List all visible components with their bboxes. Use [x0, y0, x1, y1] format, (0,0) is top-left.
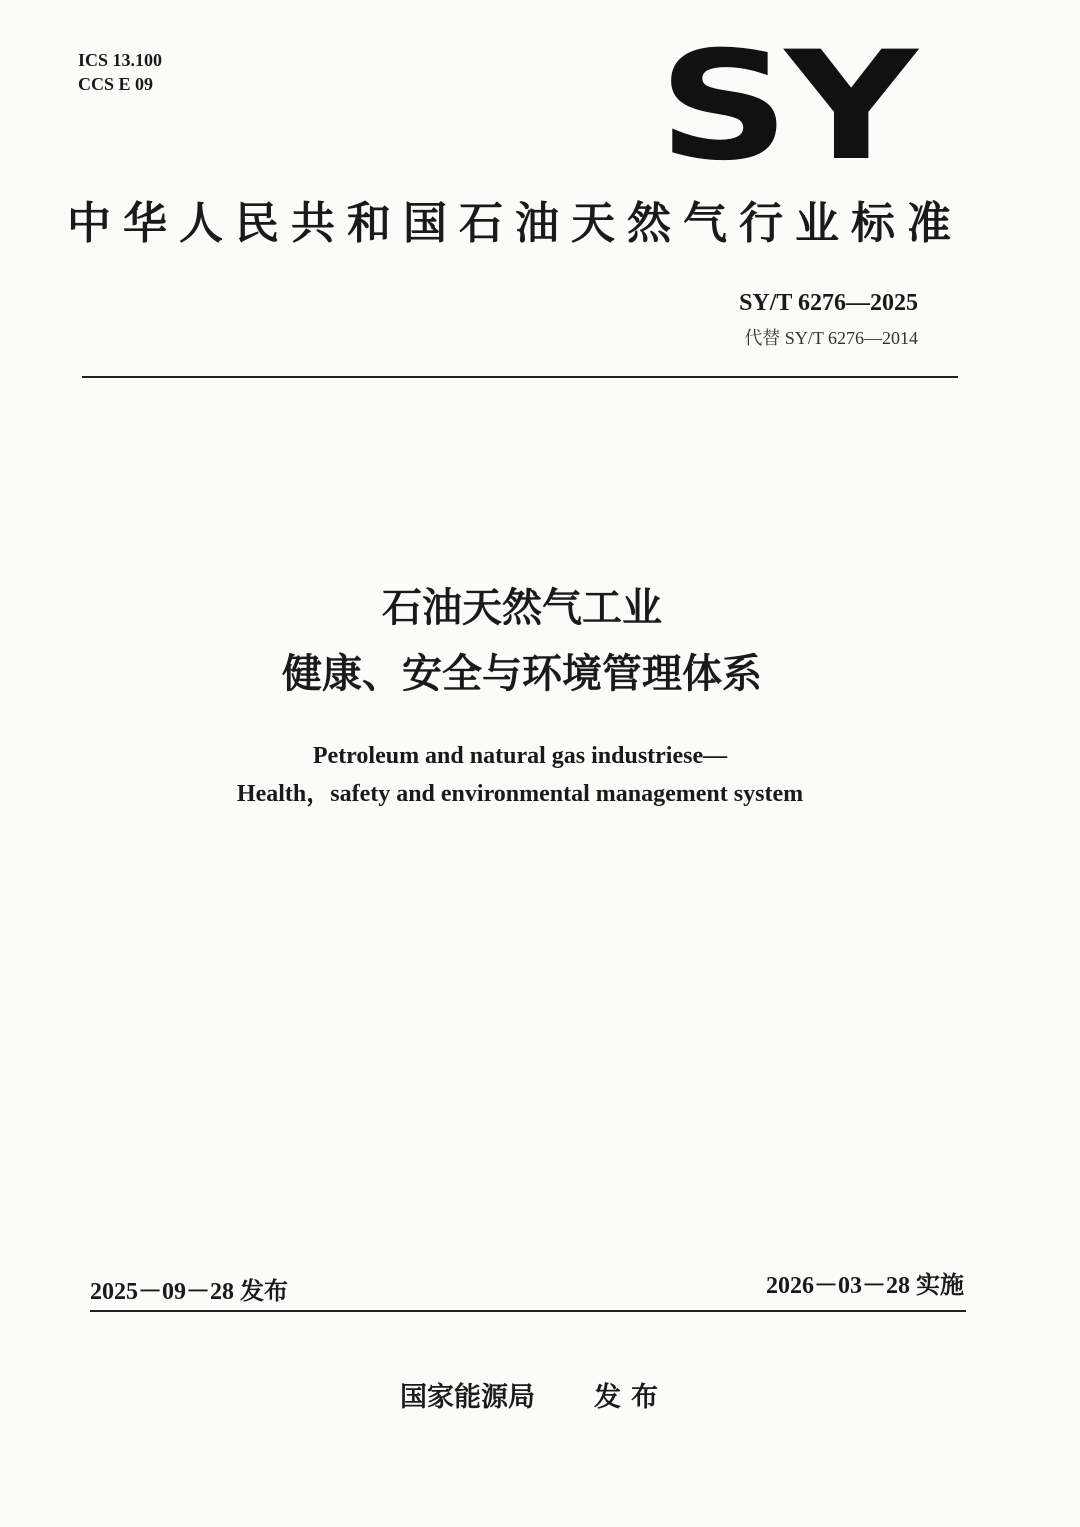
issuing-authority: 国家能源局	[400, 1382, 535, 1413]
english-title-line-1: Petroleum and natural gas industriese—	[312, 743, 728, 769]
replaces-standard: 代替 SY/T 6276—2014	[744, 328, 918, 348]
standard-number: SY/T 6276—2025	[739, 290, 918, 316]
english-title-line-2: Health，safety and environmental management system	[236, 781, 804, 807]
chinese-title-line-1: 石油天然气工业	[382, 585, 662, 631]
classification-codes	[78, 48, 162, 96]
standard-category-title: 中华人民共和国石油天然气行业标准	[67, 198, 963, 249]
sy-logo: SY	[658, 20, 913, 194]
top-divider	[82, 376, 958, 378]
bottom-divider	[90, 1310, 966, 1312]
ics-code: ICS 13.100	[78, 50, 163, 70]
chinese-title-line-2: 健康、安全与环境管理体系	[282, 651, 762, 697]
ccs-code: CCS E 09	[78, 74, 154, 94]
effective-date: 2026－03－28 实施	[766, 1273, 964, 1299]
issue-date: 2025－09－28 发布	[90, 1279, 288, 1305]
issued-label: 发布	[594, 1382, 668, 1413]
